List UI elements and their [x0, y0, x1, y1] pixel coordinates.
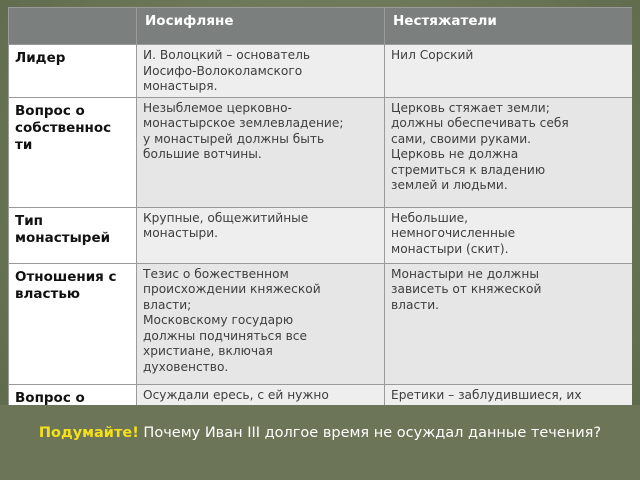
question-body: Почему Иван III долгое время не осуждал данные течения? — [138, 425, 602, 441]
question-text — [30, 423, 610, 443]
comparison-table — [8, 7, 632, 405]
table-cell: Крупные, общежитийные монастыри. — [137, 207, 385, 263]
table-row — [9, 263, 633, 384]
table-cell: Еретики – заблудившиеся, их — [385, 384, 633, 405]
row-label-monastery-type: Тип монастырей — [9, 207, 137, 263]
table-row — [9, 45, 633, 98]
row-label-leader: Лидер — [9, 45, 137, 98]
table-cell: Тезис о божественном происхождении княжеской власти; Московскому государю должны подчиняться все христиане, включая духовенство. — [137, 263, 385, 384]
table-row — [9, 97, 633, 207]
table-cell: Небольшие, немногочисленные монастыри (скит). — [385, 207, 633, 263]
row-label-heresy: Вопрос о — [9, 384, 137, 405]
row-label-power-relations: Отношения с властью — [9, 263, 137, 384]
header-iosiflyane: Иосифляне — [137, 8, 385, 45]
table-cell: Монастыри не должны зависеть от княжеской власти. — [385, 263, 633, 384]
comparison-table-container — [8, 7, 632, 405]
header-empty-cell — [9, 8, 137, 45]
table-row — [9, 384, 633, 405]
table-cell: И. Волоцкий – основатель Иосифо-Волоколамского монастыря. — [137, 45, 385, 98]
question-highlight: Подумайте! — [38, 425, 139, 441]
header-nestyazhateli: Нестяжатели — [385, 8, 633, 45]
table-cell: Осуждали ересь, с ей нужно — [137, 384, 385, 405]
row-label-property: Вопрос о собственнос ти — [9, 97, 137, 207]
table-header-row — [9, 8, 633, 45]
table-cell: Нил Сорский — [385, 45, 633, 98]
table-cell: Незыблемое церковно- монастырское землевладение; у монастырей должны быть большие вотчины. — [137, 97, 385, 207]
table-cell: Церковь стяжает земли; должны обеспечивать себя сами, своими руками. Церковь не должна стремиться к владению землей и людьми. — [385, 97, 633, 207]
table-row — [9, 207, 633, 263]
